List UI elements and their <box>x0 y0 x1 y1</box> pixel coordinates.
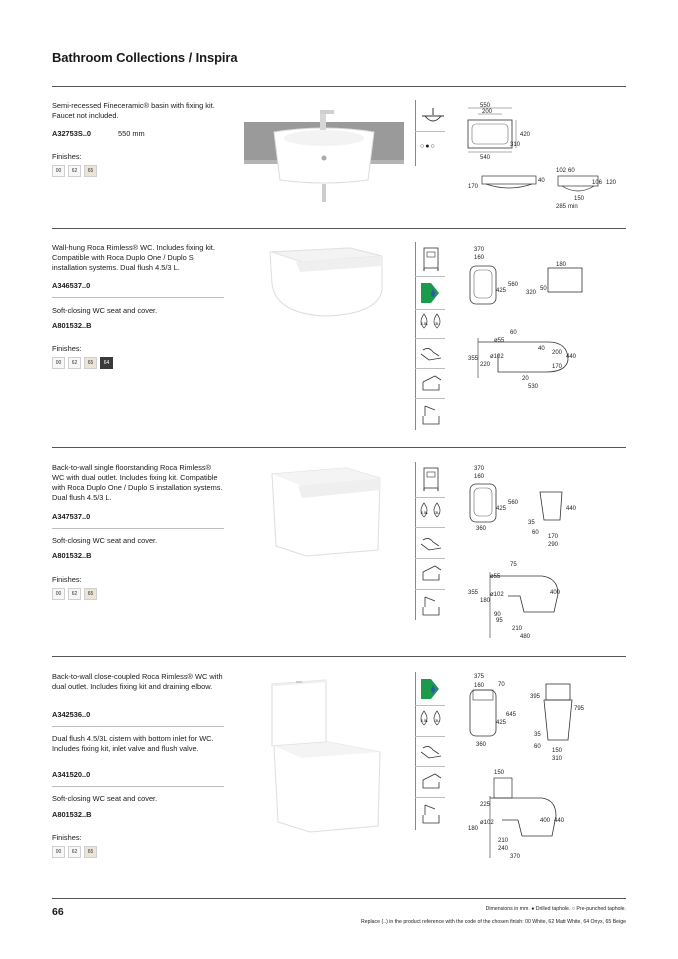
dim-label: 370 <box>474 247 485 253</box>
finish-swatches <box>52 165 97 177</box>
install-frame-icon <box>420 246 442 272</box>
dim-label: 106 <box>592 180 603 186</box>
dim-label: 360 <box>476 526 487 532</box>
finish-swatch[interactable]: 00 <box>52 165 65 177</box>
soft-close-seat-icon <box>419 770 443 792</box>
product-reference: A342536..0 <box>52 710 91 719</box>
dim-label: ø55 <box>494 338 505 344</box>
finish-swatch[interactable]: 65 <box>84 588 97 600</box>
flush-label: 4.5L <box>420 510 429 515</box>
dim-label: 375 <box>474 674 485 680</box>
finish-swatch[interactable]: 65 <box>84 846 97 858</box>
seat-lift-icon <box>419 593 443 617</box>
dim-label: 370 <box>510 854 521 860</box>
dim-label: 180 <box>556 262 567 268</box>
finish-swatches <box>52 588 97 600</box>
dim-label: 540 <box>480 155 491 161</box>
dim-label: 150 <box>574 196 585 202</box>
dim-label: 40 <box>538 346 545 352</box>
dim-label: 35 <box>528 520 535 526</box>
rimless-icon <box>419 740 443 762</box>
dim-label: 425 <box>496 720 507 726</box>
water-saving-icon <box>419 677 443 701</box>
seat-description: Soft-closing WC seat and cover. <box>52 306 158 315</box>
dim-label: 75 <box>510 562 517 568</box>
dim-label: 400 <box>550 590 561 596</box>
dim-label: 160 <box>474 683 485 689</box>
dim-label: 160 <box>474 474 485 480</box>
header-rule <box>52 86 626 87</box>
dim-label: 320 <box>526 290 537 296</box>
dim-label: 180 <box>480 598 491 604</box>
product-description: Semi-recessed Fineceramic® basin with fixing kit. Faucet not included. <box>52 101 215 120</box>
dim-label: 240 <box>498 846 509 852</box>
dim-label: 425 <box>496 506 507 512</box>
rimless-icon <box>419 342 443 364</box>
dim-label: 440 <box>566 354 577 360</box>
dim-label: 310 <box>510 142 521 148</box>
dim-label: 95 <box>496 618 503 624</box>
dim-label: ø102 <box>490 354 504 360</box>
finishes-label: Finishes: <box>52 833 82 842</box>
dim-label: 370 <box>474 466 485 472</box>
dim-label: 355 <box>468 590 479 596</box>
dim-label: 150 <box>494 770 505 776</box>
close-coupled-wc-technical-drawing <box>458 670 628 866</box>
dim-label: 150 <box>552 748 563 754</box>
soft-close-seat-icon <box>419 372 443 394</box>
basin-image <box>244 102 404 202</box>
finishes-label: Finishes: <box>52 344 82 353</box>
dim-label: 290 <box>548 542 559 548</box>
cistern-description: Dual flush 4.5/3L cistern with bottom inlet for WC. Includes fixing kit, inlet valve and flush valve. <box>52 734 214 753</box>
dim-label: min <box>568 204 578 210</box>
seat-description: Soft-closing WC seat and cover. <box>52 536 158 545</box>
dim-label: 225 <box>480 802 491 808</box>
product-reference: A32753S..0 <box>52 129 92 138</box>
dim-label: 440 <box>566 506 577 512</box>
dim-label: 200 <box>552 350 563 356</box>
finish-swatch[interactable]: 00 <box>52 588 65 600</box>
countertop-icon <box>420 104 446 128</box>
dim-label: 170 <box>552 364 563 370</box>
flush-label: 4.5L <box>420 718 429 723</box>
seat-reference: A801532..B <box>52 810 92 819</box>
cistern-reference: A341520..0 <box>52 770 91 779</box>
dim-label: 60 <box>568 168 575 174</box>
dim-label: 285 <box>556 204 567 210</box>
finish-swatch[interactable]: 62 <box>68 846 81 858</box>
finish-swatch[interactable]: 62 <box>68 165 81 177</box>
dim-label: 70 <box>498 682 505 688</box>
product-size: 550 mm <box>118 129 145 138</box>
finishes-label: Finishes: <box>52 152 82 161</box>
taphole-icon: ○●○ <box>420 143 436 150</box>
floorstanding-wc-technical-drawing <box>458 462 628 642</box>
dim-label: 480 <box>520 634 531 640</box>
dual-flush-icon <box>417 501 445 523</box>
flush-label: 3L <box>435 321 440 326</box>
seat-description: Soft-closing WC seat and cover. <box>52 794 158 803</box>
page-number: 66 <box>52 906 64 918</box>
dim-label: 170 <box>468 184 479 190</box>
dim-label: 310 <box>552 756 563 762</box>
flush-label: 4.5L <box>420 321 429 326</box>
finish-swatch[interactable]: 65 <box>84 165 97 177</box>
dim-label: 400 <box>540 818 551 824</box>
page-title: Bathroom Collections / Inspira <box>52 50 238 65</box>
dim-label: 420 <box>520 132 531 138</box>
dim-label: 795 <box>574 706 585 712</box>
dim-label: 425 <box>496 288 507 294</box>
dim-label: 60 <box>510 330 517 336</box>
finish-swatches <box>52 357 113 369</box>
floorstanding-wc-image <box>266 462 386 562</box>
seat-reference: A801532..B <box>52 321 92 330</box>
dim-label: 355 <box>468 356 479 362</box>
seat-lift-icon <box>419 801 443 825</box>
basin-technical-drawing <box>460 100 630 210</box>
seat-lift-icon <box>419 402 443 426</box>
dim-label: 20 <box>522 376 529 382</box>
finish-swatch[interactable]: 65 <box>84 357 97 369</box>
dim-label: 210 <box>498 838 509 844</box>
install-frame-icon <box>420 466 442 492</box>
dim-label: 35 <box>534 732 541 738</box>
product-description: Back-to-wall close-coupled Roca Rimless® WC with dual outlet. Includes fixing kit and draining elbow. <box>52 672 223 691</box>
seat-reference: A801532..B <box>52 551 92 560</box>
dim-label: 210 <box>512 626 523 632</box>
product-reference: A346537..0 <box>52 281 91 290</box>
finish-swatch[interactable]: 64 <box>100 357 113 369</box>
dim-label: 550 <box>480 103 491 109</box>
dim-label: 90 <box>494 612 501 618</box>
finishes-label: Finishes: <box>52 575 82 584</box>
dim-label: 60 <box>534 744 541 750</box>
dim-label: 50 <box>540 286 547 292</box>
finish-swatch[interactable]: 00 <box>52 357 65 369</box>
dim-label: 170 <box>548 534 559 540</box>
footer-note-finishes: Replace (..) in the product reference with the code of the chosen finish: 00 White, 62 Matt White, 64 Onyx, 65 Beige <box>361 919 626 925</box>
wall-hung-wc-image <box>266 240 386 320</box>
dim-label: 395 <box>530 694 541 700</box>
dim-label: 40 <box>538 178 545 184</box>
dim-label: 102 <box>556 168 567 174</box>
footer-note-dimensions: Dimensions in mm. ● Drilled taphole. ○ Pre-punched taphole. <box>485 906 626 912</box>
wall-hung-wc-technical-drawing <box>458 242 628 392</box>
finish-swatches <box>52 846 97 858</box>
dim-label: 180 <box>468 826 479 832</box>
dim-label: 220 <box>480 362 491 368</box>
dim-label: ø102 <box>480 820 494 826</box>
rimless-icon <box>419 532 443 554</box>
soft-close-seat-icon <box>419 562 443 584</box>
dim-label: 645 <box>506 712 517 718</box>
finish-swatch[interactable]: 62 <box>68 357 81 369</box>
finish-swatch[interactable]: 62 <box>68 588 81 600</box>
dim-label: 200 <box>482 109 493 115</box>
dim-label: ø55 <box>490 574 501 580</box>
dim-label: 360 <box>476 742 487 748</box>
product-reference: A347537..0 <box>52 512 91 521</box>
dim-label: ø102 <box>490 592 504 598</box>
product-description: Back-to-wall single floorstanding Roca Rimless® WC with dual outlet. Includes fixing kit. Compatible with Roca Duplo One / Duplo S installation systems. Dual flush 4.5/3 L. <box>52 463 223 502</box>
dim-label: 560 <box>508 500 519 506</box>
dim-label: 60 <box>532 530 539 536</box>
flush-label: 3L <box>435 510 440 515</box>
water-saving-icon <box>419 281 443 305</box>
dim-label: 160 <box>474 255 485 261</box>
dim-label: 440 <box>554 818 565 824</box>
product-description: Wall-hung Roca Rimless® WC. Includes fixing kit. Compatible with Roca Duplo One / Duplo S installation systems. Dual flush 4.5/3 L. <box>52 243 215 272</box>
dim-label: 120 <box>606 180 617 186</box>
dim-label: 530 <box>528 384 539 390</box>
flush-label: 3L <box>435 718 440 723</box>
close-coupled-wc-image <box>266 676 386 836</box>
dual-flush-icon <box>417 312 445 334</box>
dual-flush-icon <box>417 709 445 731</box>
finish-swatch[interactable]: 00 <box>52 846 65 858</box>
dim-label: 560 <box>508 282 519 288</box>
